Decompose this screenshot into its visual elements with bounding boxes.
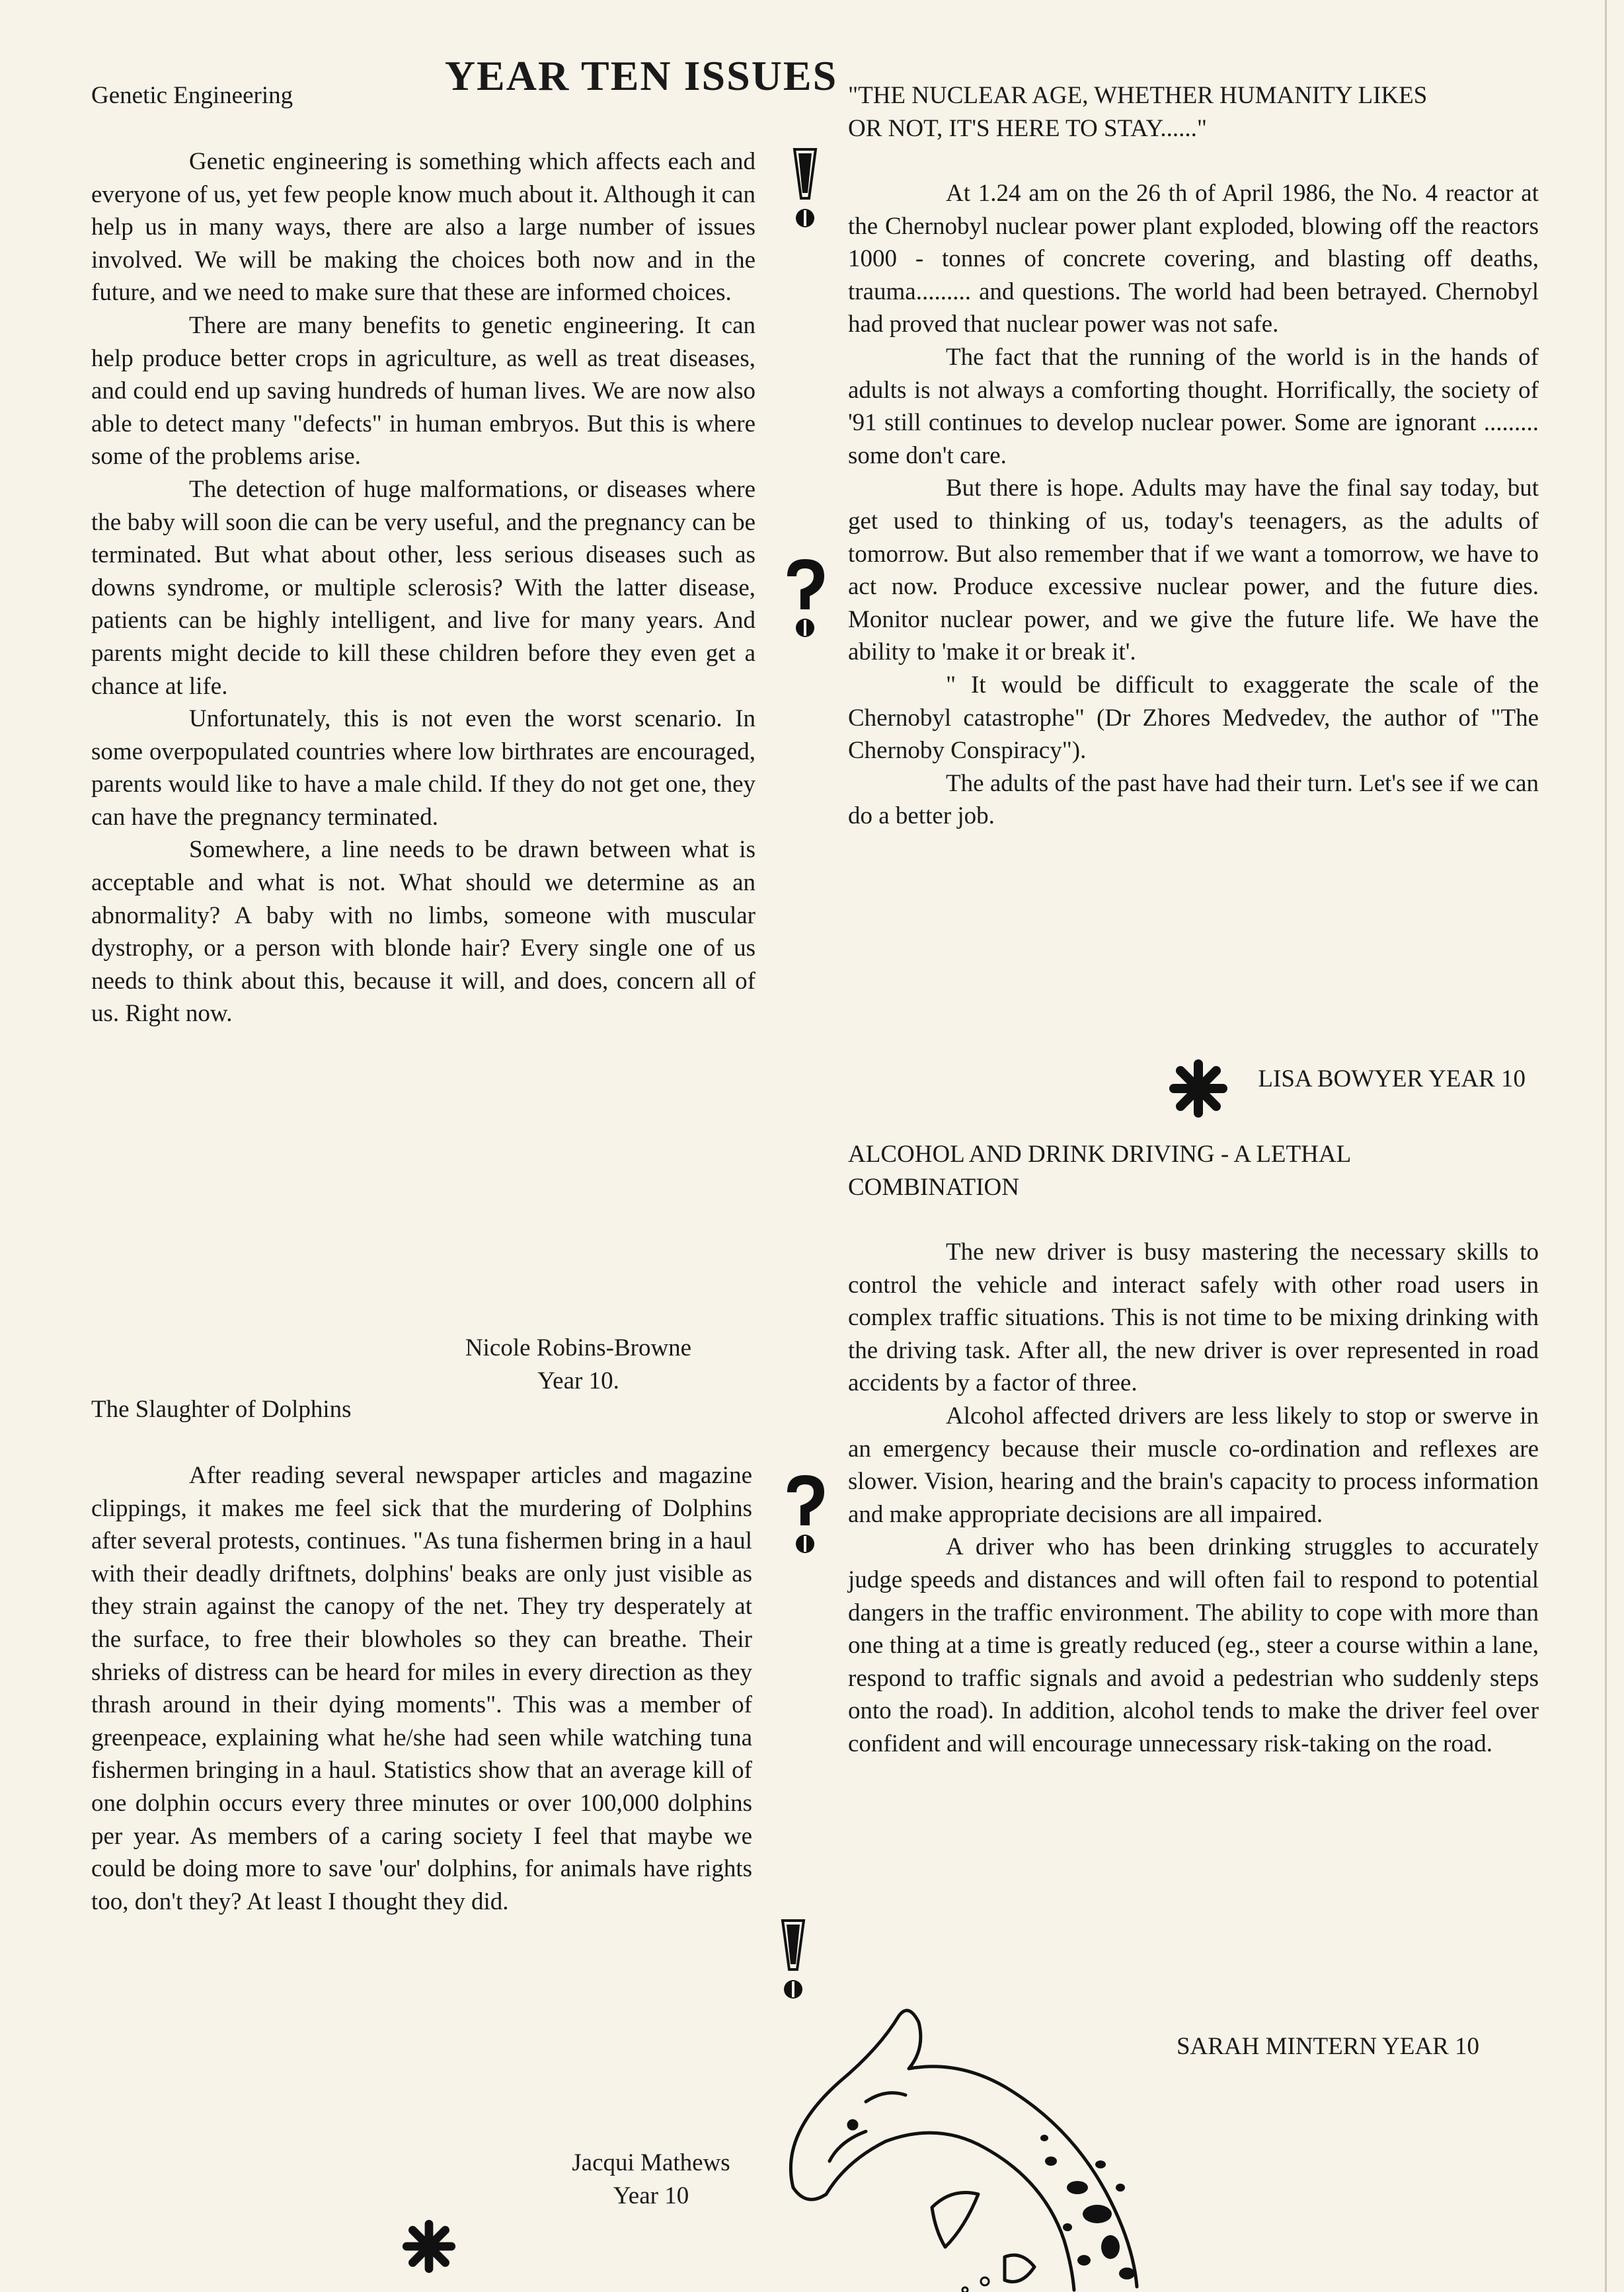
genetic-engineering-article (91, 79, 755, 112)
nuclear-paragraph-4: " It would be difficult to exaggerate the scale of the Chernobyl catastrophe" (Dr Zhores Medvedev, the author of "The Chernoby Conspiracy"). (848, 671, 1539, 765)
dolphins-body (91, 1459, 752, 1918)
genetic-paragraph-5: Somewhere, a line needs to be drawn between what is acceptable and what is not. What should we determine as an abnormality? A baby with no limbs, someone with muscular dystrophy, or a person with blonde hair? Every single one of us needs to think about this, because it will, and does, concern all of us. Right now. (91, 836, 755, 1028)
page-edge-divider (1605, 0, 1607, 2292)
nuclear-heading (848, 79, 1539, 145)
genetic-paragraph-1: Genetic engineering is something which affects each and everyone of us, yet few people know much about it. Although it can help us in many ways, there are also a large number of issues involved. We will be making the choices both now and in the future, and we need to make sure that these are informed choices. (91, 148, 755, 307)
dolphins-author-block (542, 2147, 760, 2213)
page-title: YEAR TEN ISSUES (444, 52, 838, 99)
nuclear-paragraph-5: The adults of the past have had their turn. Let's see if we can do a better job. (848, 769, 1539, 830)
genetic-author-block (397, 1332, 760, 1398)
asterisk-icon (1169, 1059, 1228, 1118)
genetic-author-year: Year 10. (537, 1367, 619, 1394)
alcohol-heading (848, 1138, 1539, 1203)
nuclear-paragraph-1: At 1.24 am on the 26 th of April 1986, the No. 4 reactor at the Chernobyl nuclear power plant exploded, blowing off the reactors 1000 - tonnes of concrete covering, and blasting off deaths, trauma......... and questions. The world had been betrayed. Chernobyl had proved that nuclear power was not safe. (848, 180, 1539, 338)
nuclear-paragraph-3: But there is hope. Adults may have the final say today, but get used to thinking of us, today's teenagers, as the adults of tomorrow. But also remember that if we want a tomorrow, we have to act now. Produce excessive nuclear power, and the future dies. Monitor nuclear power, and we give the future life. We have the ability to 'make it or break it'. (848, 475, 1539, 666)
nuclear-body (848, 177, 1539, 833)
dolphins-paragraph-1: After reading several newspaper articles and magazine clippings, it makes me feel sick that the murdering of Dolphins after several protests, continues. "As tuna fishermen bring in a haul with their deadly driftnets, dolphins' beaks are only just visible as they strain against the canopy of the net. They try desperately at the surface, to free their blowholes so they can breathe. Their shrieks of distress can be heard for miles in every direction as they thrash around in their dying moments". This was a member of greenpeace, explaining what he/she had seen while watching tuna fishermen bringing in a haul. Statistics show that an average kill of one dolphin occurs every three minutes or over 100,000 dolphins per year. As members of a caring society I feel that maybe we could be doing more to save 'our' dolphins, for animals have rights too, don't they? At least I thought they did. (91, 1462, 752, 1915)
alcohol-heading-line-2: COMBINATION (848, 1173, 1019, 1201)
dolphins-heading-wrap (91, 1393, 755, 1426)
genetic-paragraph-4: Unfortunately, this is not even the worst scenario. In some overpopulated countries where low birthrates are encouraged, parents would like to have a male child. If they do not get one, they can have the pregnancy terminated. (91, 705, 755, 831)
genetic-engineering-heading: Genetic Engineering (91, 82, 293, 109)
nuclear-heading-line-1: "THE NUCLEAR AGE, WHETHER HUMANITY LIKES (848, 82, 1428, 109)
alcohol-paragraph-3: A driver who has been drinking struggles to accurately judge speeds and distances and will often fail to respond to potential dangers in the traffic environment. The ability to cope with more than one thing at a time is greatly reduced (eg., steer a course within a lane, respond to traffic signals and avoid a pedestrian who suddenly steps onto the road). In addition, alcohol tends to make the driver feel over confident and will encourage unnecessary risk-taking on the road. (848, 1533, 1539, 1757)
genetic-author-name: Nicole Robins-Browne (465, 1334, 692, 1361)
question-icon (782, 1472, 828, 1558)
alcohol-paragraph-1: The new driver is busy mastering the necessary skills to control the vehicle and interact safely with other road users in complex traffic situations. This is not time to be mixing drinking with the driving task. After all, the new driver is over represented in road accidents by a factor of three. (848, 1239, 1539, 1397)
genetic-paragraph-2: There are many benefits to genetic engineering. It can help produce better crops in agriculture, as well as treat diseases, and could end up saving hundreds of human lives. We are now also able to detect many "defects" in human embryos. But this is where some of the problems arise. (91, 311, 755, 471)
asterisk-icon (402, 2219, 456, 2273)
dolphins-author-year: Year 10 (613, 2182, 689, 2209)
genetic-paragraph-3: The detection of huge malformations, or diseases where the baby will soon die can be very useful, and the pregnancy can be terminated. But what about other, less serious diseases such as downs syndrome, or multiple sclerosis? With the latter disease, patients can be highly intelligent, and live for many years. And parents might decide to kill these children before they even get a chance at life. (91, 475, 755, 700)
dolphins-author-name: Jacqui Mathews (572, 2149, 730, 2176)
question-icon (782, 556, 828, 642)
nuclear-author: LISA BOWYER YEAR 10 (1258, 1065, 1526, 1092)
alcohol-paragraph-2: Alcohol affected drivers are less likely to stop or swerve in an emergency because their muscle co-ordination and reflexes are slower. Vision, hearing and the brain's capacity to process information and make appropriate decisions are all impaired. (848, 1402, 1539, 1528)
dolphin-illustration (767, 1989, 1262, 2292)
exclamation-icon (791, 147, 820, 233)
nuclear-heading-line-2: OR NOT, IT'S HERE TO STAY......" (848, 114, 1208, 142)
alcohol-author: SARAH MINTERN YEAR 10 (1176, 2033, 1479, 2060)
alcohol-body (848, 1236, 1539, 1761)
nuclear-paragraph-2: The fact that the running of the world is in the hands of adults is not always a comforting thought. Horrifically, the society of '91 still continues to develop nuclear power. Some are ignorant ......... some don't care. (848, 343, 1539, 469)
genetic-engineering-body (91, 145, 755, 1030)
alcohol-heading-line-1: ALCOHOL AND DRINK DRIVING - A LETHAL (848, 1141, 1352, 1168)
dolphins-heading: The Slaughter of Dolphins (91, 1396, 352, 1423)
